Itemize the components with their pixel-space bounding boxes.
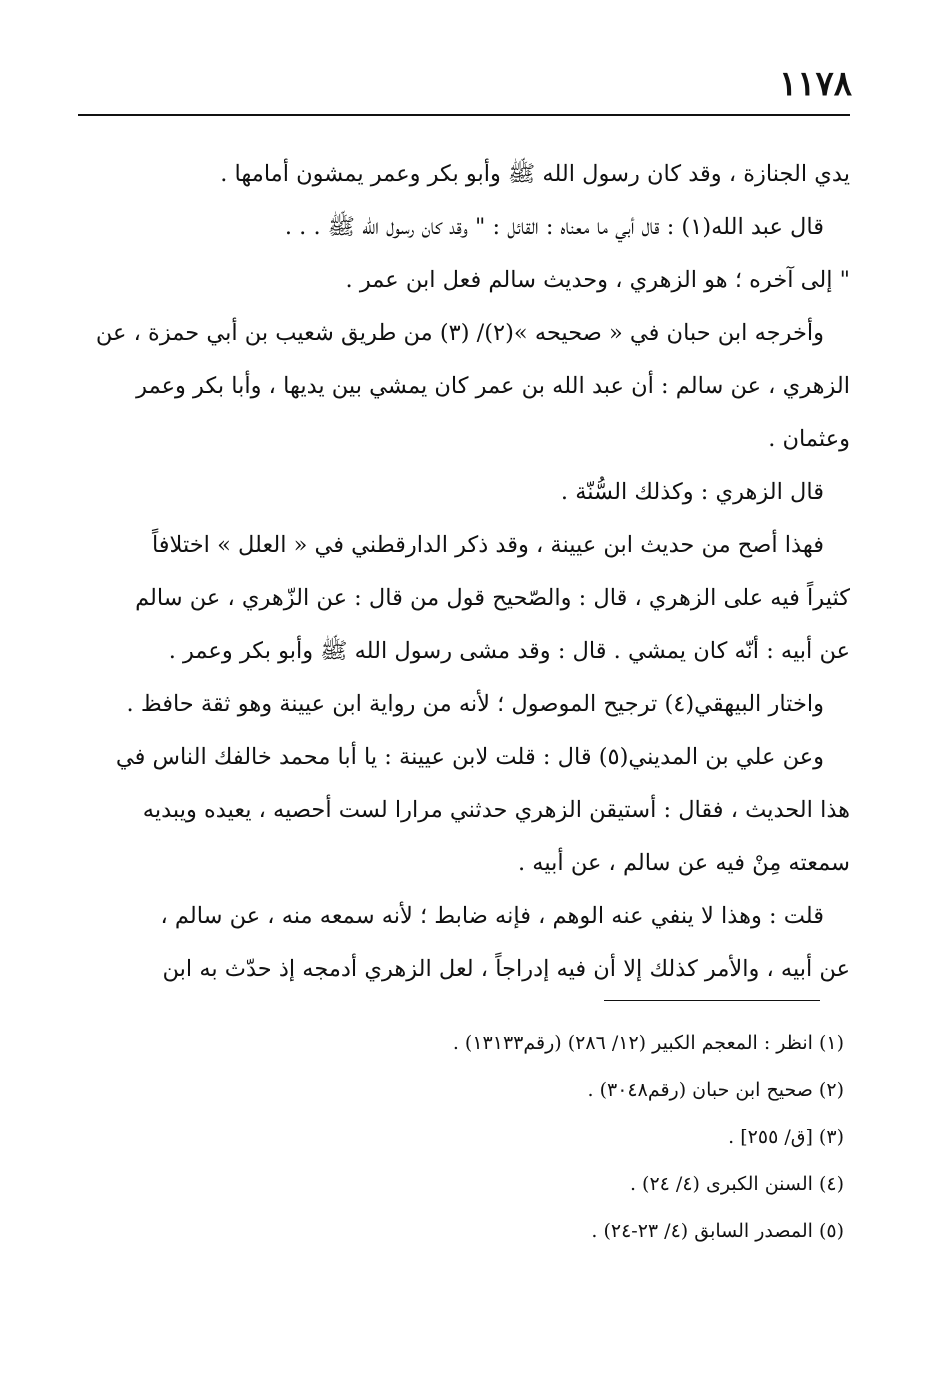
body-text bbox=[78, 148, 850, 996]
body-line: واختار البيهقي(٤) ترجيح الموصول ؛ لأنه من رواية ابن عيينة وهو ثقة حافظ . bbox=[126, 691, 824, 717]
page-number: ١١٧٨ bbox=[778, 64, 852, 104]
body-line: عن أبيه : أنّه كان يمشي . قال : وقد مشى رسول الله ﷺ وأبو بكر وعمر . bbox=[168, 638, 850, 664]
footnotes bbox=[78, 1020, 850, 1255]
body-line: وعثمان . bbox=[768, 426, 850, 452]
body-line: فهذا أصح من حديث ابن عيينة ، وقد ذكر الدارقطني في « العلل » اختلافاً bbox=[151, 532, 824, 558]
footnote-3: (٣) [ق/ ٢٥٥] . bbox=[728, 1126, 844, 1148]
body-line: هذا الحديث ، فقال : أستيقن الزهري حدثني مرارا لست أحصيه ، يعيده ويبديه bbox=[142, 797, 850, 823]
footnote-1: (١) انظر : المعجم الكبير (١٢/ ٢٨٦) (رقم١٣١٣٣) . bbox=[452, 1032, 844, 1054]
body-line: وعن علي بن المديني(٥) قال : قلت لابن عيينة : يا أبا محمد خالفك الناس في bbox=[115, 744, 824, 770]
body-line: وأخرجه ابن حبان في « صحيحه »(٢)/ (٣) من طريق شعيب بن أبي حمزة ، عن bbox=[95, 320, 824, 346]
body-line: قال الزهري : وكذلك السُّنّة . bbox=[560, 479, 824, 505]
footnote-5: (٥) المصدر السابق (٤/ ٢٣-٢٤) . bbox=[591, 1220, 844, 1242]
body-line: قلت : وهذا لا ينفي عنه الوهم ، فإنه ضابط ؛ لأنه سمعه منه ، عن سالم ، bbox=[160, 903, 824, 929]
body-line: كثيراً فيه على الزهري ، قال : والصّحيح قول من قال : عن الزّهري ، عن سالم bbox=[135, 585, 850, 611]
body-line: يدي الجنازة ، وقد كان رسول الله ﷺ وأبو بكر وعمر يمشون أمامها . bbox=[220, 161, 850, 187]
footnote-2: (٢) صحيح ابن حبان (رقم٣٠٤٨) . bbox=[587, 1079, 844, 1101]
footnote-rule bbox=[604, 1000, 820, 1001]
header-rule bbox=[78, 114, 850, 116]
body-line: " إلى آخره ؛ هو الزهري ، وحديث سالم فعل ابن عمر . bbox=[345, 267, 850, 293]
body-line: قال عبد الله(١) : قال أبي ما معناه : القائل : " وقد كان رسول الله ﷺ . . . bbox=[284, 214, 824, 240]
body-line: الزهري ، عن سالم : أن عبد الله بن عمر كان يمشي بين يديها ، وأبا بكر وعمر bbox=[136, 373, 850, 399]
body-line: سمعته مِنْ فيه عن سالم ، عن أبيه . bbox=[518, 850, 850, 876]
body-line: عن أبيه ، والأمر كذلك إلا أن فيه إدراجاً ، لعل الزهري أدمجه إذ حدّث به ابن bbox=[162, 956, 850, 982]
footnote-4: (٤) السنن الكبرى (٤/ ٢٤) . bbox=[629, 1173, 844, 1195]
